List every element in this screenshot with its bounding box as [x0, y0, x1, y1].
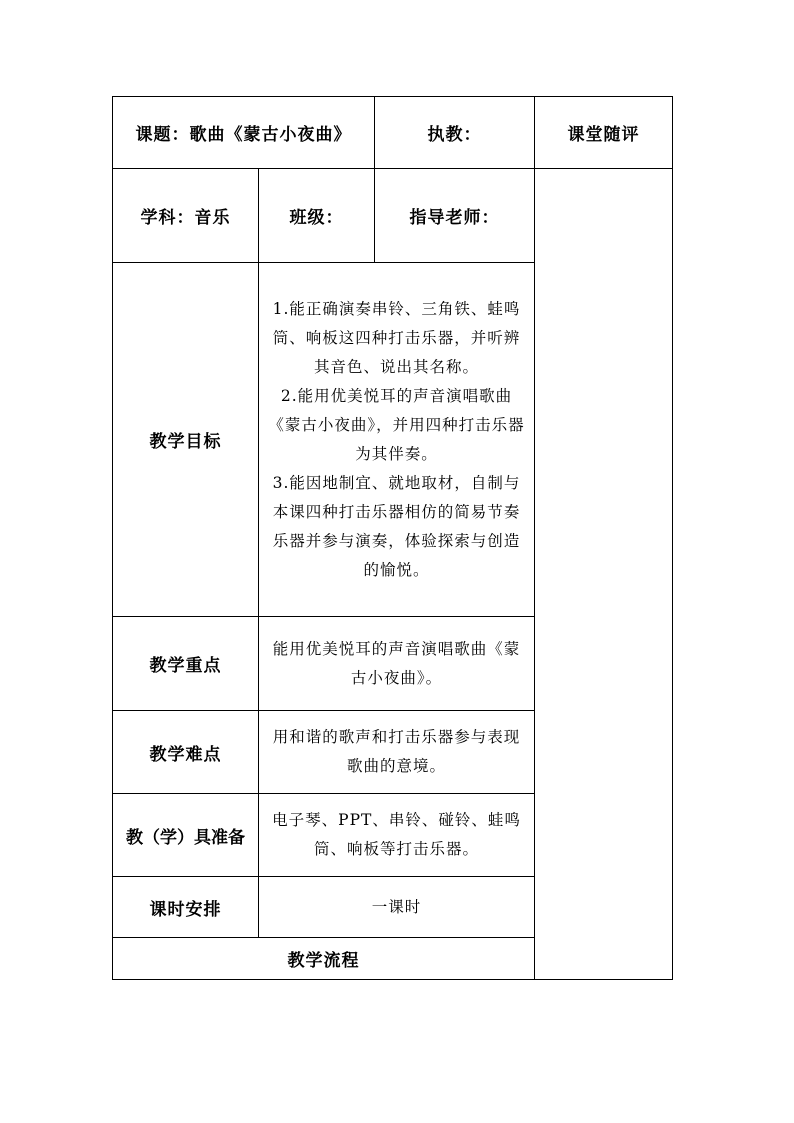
- goal-item: 1.能正确演奏串铃、三角铁、蛙鸣筒、响板这四种打击乐器，并听辨其音色、说出其名称。: [272, 299, 521, 376]
- table-border-bottom: [112, 979, 673, 980]
- mentor-label: 指导老师：: [409, 208, 500, 228]
- lesson-topic: 课题：歌曲《蒙古小夜曲》: [135, 125, 352, 145]
- evaluation-column: [535, 169, 672, 979]
- key-points-content: 能用优美悦耳的声音演唱歌曲《蒙古小夜曲》。: [272, 639, 521, 687]
- preparation-label: 教（学）具准备: [126, 827, 245, 848]
- preparation-content: 电子琴、PPT、串铃、碰铃、蛙鸣筒、响板等打击乐器。: [272, 811, 521, 858]
- table-border-right: [672, 96, 673, 980]
- subject-label: 学科：音乐: [140, 208, 231, 228]
- goal-item: 3.能因地制宜、就地取材，自制与本课四种打击乐器相仿的简易节奏乐器并参与演奏，体验探索与创造的愉悦。: [272, 473, 521, 579]
- schedule-content: 一课时: [371, 897, 422, 916]
- difficulties-label: 教学难点: [149, 744, 222, 765]
- difficulties-content: 用和谐的歌声和打击乐器参与表现歌曲的意境。: [272, 728, 521, 775]
- goal-item: 2.能用优美悦耳的声音演唱歌曲《蒙古小夜曲》，并用四种打击乐器为其伴奏。: [268, 386, 525, 463]
- teacher-label: 执教：: [427, 125, 482, 145]
- goals-label: 教学目标: [149, 432, 222, 452]
- goals-content: [259, 263, 534, 616]
- key-points-label: 教学重点: [149, 656, 222, 676]
- evaluation-label: 课堂随评: [567, 125, 640, 145]
- class-label: 班级：: [289, 208, 344, 228]
- flow-label: 教学流程: [287, 951, 360, 971]
- schedule-label: 课时安排: [149, 899, 222, 920]
